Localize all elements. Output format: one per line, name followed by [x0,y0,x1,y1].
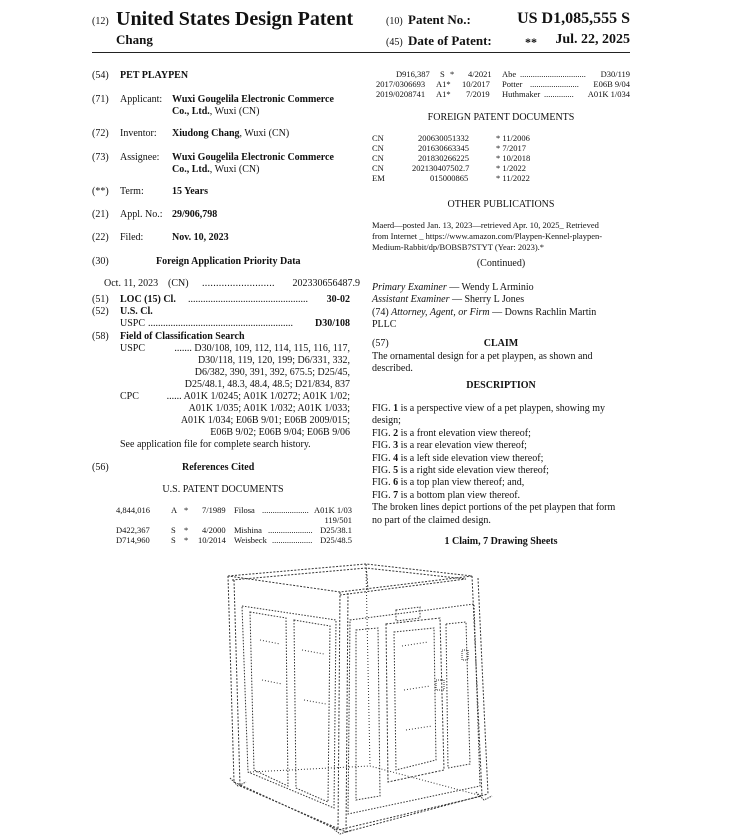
ref-number: 2017/0306693 [376,79,426,89]
header [92,8,632,48]
title-field [92,70,189,83]
figure-line [372,403,605,416]
other-pub-line-1: Maerd—posted Jan. 13, 2023—retrieved Apr. 10, 2025_ Retrieved [372,220,599,230]
assistant-examiner [372,294,524,307]
field-num: (**) [92,186,109,197]
ref-date: 7/1989 [202,505,226,515]
uspc-label: USPC [120,318,146,329]
field-search [92,331,245,344]
foreign-country: CN [372,153,384,163]
foreign-country: EM [372,173,385,183]
foreign-title: FOREIGN PATENT DOCUMENTS [427,112,575,123]
ref-class: D25/48.5 [320,535,352,545]
foreign-number: 201630663345 [418,143,469,153]
refs-field [92,462,255,475]
ref-star: * [184,525,189,535]
uscl-label: U.S. Cl. [120,306,153,317]
figure-number: 6 [393,477,399,489]
patent-date: Jul. 22, 2025 [555,32,630,47]
field-num: (30) [92,256,109,267]
field-cpc-label: CPC [120,391,139,402]
figure-line [372,502,615,515]
figure-prefix: FIG. [372,403,394,414]
figure-prefix: FIG. [372,465,394,476]
front-panel [348,604,480,814]
figure-prefix: FIG. [372,489,394,501]
ref-name: Mishina [234,525,262,535]
foreign-country: CN [372,163,384,173]
priority-title: Foreign Application Priority Data [156,256,301,267]
figure-line [372,415,401,428]
figure-text: is a right side elevation view thereof; [398,465,549,476]
claims-sheets: 1 Claim, 7 Drawing Sheets [444,536,558,547]
assignee-location: , Wuxi (CN) [209,164,260,175]
attorney [372,307,596,320]
field-note: See application file for complete search history. [120,439,311,450]
ref-class: D25/38.1 [320,525,352,535]
ref-dots: .............. [544,89,574,99]
attorney-num: (74) [372,307,389,318]
uspc-dots: .......................................................... [148,318,293,329]
ref-class: A01K 1/034 [587,89,630,99]
figure-line [372,477,524,490]
ref-dots: ................... [272,535,313,545]
term-label: Term: [120,186,144,197]
loc-field [92,294,350,307]
patent-no-code: (10) [386,16,403,27]
attorney-name: — Downs Rachlin Martin [489,307,597,318]
foreign-number: 201830266225 [418,153,469,163]
inventor-location: , Wuxi (CN) [239,128,290,139]
ref-dots: ....................... [530,79,579,89]
ref-kind: A1* [436,79,451,89]
applicant-label: Applicant: [120,94,163,105]
patent-title: PET PLAYPEN [120,70,189,81]
loc-label: LOC (15) Cl. [120,294,176,305]
ref-name: Abe [502,69,517,79]
filed-field [92,232,229,245]
ref-kind: S [171,535,176,545]
figure-line [372,515,491,528]
ref-name: Potter [502,79,523,89]
foreign-date: * 1/2022 [496,163,526,173]
patent-number: US D1,085,555 S [517,10,630,27]
field-num: (71) [92,94,109,105]
header-rule [92,52,630,53]
applicant-location: , Wuxi (CN) [209,106,260,117]
field-uspc-line-4: D25/48.1, 48.3, 48.4, 48.5; D21/834, 837 [184,379,350,390]
loc-dots: ................................................ [188,294,308,305]
description-title: DESCRIPTION [466,380,536,391]
figure-prefix: FIG. [372,427,394,439]
refs-title: References Cited [182,462,255,473]
applicant-name: Wuxi Gougelila Electronic Commerce [172,94,334,105]
ref-star: * [450,69,455,79]
ref-kind: S [171,525,176,535]
ref-date: 4/2021 [468,69,492,79]
applicant-name-2: Co., Ltd. [172,106,210,117]
field-search-title: Field of Classification Search [120,331,245,342]
field-uspc-line-3: D6/382, 390, 391, 392, 675.5; D25/45, [194,367,350,378]
field-num: (22) [92,232,109,243]
ref-date: 7/2019 [466,89,490,99]
figure-text: The broken lines depict portions of the pet playpen that form [372,502,616,514]
ref-date: 10/2017 [462,79,490,89]
filed-value: Nov. 10, 2023 [172,232,229,243]
ref-class-2: 119/501 [324,515,352,525]
front-post [338,592,340,830]
ref-kind: S [440,69,445,79]
cont-ref-row [372,90,630,101]
document-title: United States Design Patent [116,8,354,30]
claim-line-2: described. [372,363,413,374]
figure-text: design; [372,415,401,427]
figure-prefix: FIG. [372,452,394,464]
assistant-examiner-name: — Sherry L Jones [449,294,525,305]
ref-number: 2019/0208741 [376,89,426,99]
other-pub-line-2: from Internet _ https://www.amazon.com/Playpen-Kennel-playpen- [372,231,603,241]
us-docs-title: U.S. PATENT DOCUMENTS [162,484,284,495]
claim-title: CLAIM [483,338,519,349]
field-num: (51) [92,294,109,305]
kind-code-num: (12) [92,16,109,27]
foreign-number: 202130407502.7 [412,163,470,173]
other-pub-line-3: Medium-Rabbit/dp/BOBSB7STYT (Year: 2023).* [372,242,545,252]
foreign-date: * 11/2006 [496,133,530,143]
ref-date: 10/2014 [198,535,226,545]
field-num: (54) [92,70,109,81]
primary-examiner-name: — Wendy L Arminio [446,282,534,293]
figure-text: is a rear elevation view thereof; [398,440,527,452]
foreign-date: * 10/2018 [496,153,531,163]
figure-text: is a top plan view thereof; and, [398,477,525,489]
ref-number: D916,387 [396,69,430,79]
field-num: (72) [92,128,109,139]
claim-line-1: The ornamental design for a pet playpen, as shown and [372,351,593,362]
appl-label: Appl. No.: [120,209,163,220]
field-uspc-line-1: ....... D30/108, 109, 112, 114, 115, 116, 117, [174,343,350,354]
us-ref-row [116,536,352,547]
figure-line [372,453,543,466]
ref-class: A01K 1/03 [313,505,352,515]
priority-field [92,256,357,269]
assistant-examiner-label: Assistant Examiner [372,294,450,305]
other-pubs-title: OTHER PUBLICATIONS [447,199,555,210]
left-panel [242,606,336,808]
filed-label: Filed: [120,232,144,243]
figure-number: 2 [393,427,399,439]
loc-value: 30-02 [326,294,350,305]
ref-class: E06B 9/04 [593,79,630,89]
priority-entry [104,278,360,291]
uspc-field [120,318,350,331]
priority-dots: .......................... [202,278,275,289]
ref-star: * [184,505,189,515]
claim-num: (57) [372,338,389,349]
foreign-row [372,174,630,184]
assignee-field [92,152,334,165]
figure-number: 1 [393,403,399,414]
assignee-line2 [172,164,259,177]
playpen-drawing [190,560,540,836]
field-uspc-line-2: D30/118, 119, 120, 199; D6/331, 332, [197,355,350,366]
ref-dots: ..................... [268,525,313,535]
figure-line [372,490,520,503]
figure-line [372,428,531,441]
figure-line [372,465,549,478]
patent-no-label: Patent No.: [408,12,471,27]
applicant-line2 [172,106,259,119]
ref-name: Huthmaker [502,89,541,99]
assignee-label: Assignee: [120,152,160,163]
term-value: 15 Years [172,186,209,197]
field-cpc-line-1: ...... A01K 1/0245; A01K 1/0272; A01K 1/02; [166,391,350,402]
ref-dots: ............................... [520,69,586,79]
field-num: (56) [92,462,109,473]
appl-value: 29/906,798 [172,209,218,220]
date-code: (45) [386,37,403,48]
top-frame [228,564,472,592]
inventor-surname: Chang [116,32,153,47]
date-label: Date of Patent: [408,33,492,48]
ref-star: * [184,535,189,545]
foreign-date: * 11/2022 [496,173,530,183]
inventor-label: Inventor: [120,128,157,139]
foreign-country: CN [372,133,384,143]
uspc-value: D30/108 [315,318,350,329]
foreign-number: 200630051332 [418,133,469,143]
figure-text: is a perspective view of a pet playpen, showing my [398,403,606,414]
field-num: (58) [92,331,109,342]
primary-examiner-label: Primary Examiner [372,282,447,293]
field-num: (21) [92,209,109,220]
foreign-date: * 7/2017 [496,143,526,153]
field-cpc-line-2: A01K 1/035; A01K 1/032; A01K 1/033; [188,403,350,414]
figure-text: is a bottom plan view thereof. [398,489,521,501]
figure-number: 3 [393,440,399,452]
attorney-name-2: PLLC [372,319,397,330]
door-handle [396,607,420,621]
field-cpc-line-4: E06B 9/02; E06B 9/04; E06B 9/06 [210,427,350,438]
figure-prefix: FIG. [372,440,394,452]
inventor-field [92,128,290,141]
ref-date: 4/2000 [202,525,226,535]
ref-number: 4,844,016 [116,505,150,515]
applicant-field [92,94,334,107]
figure-number: 5 [393,465,399,476]
field-num: (52) [92,306,109,317]
appl-field [92,209,218,222]
primary-examiner [372,282,534,295]
assignee-name: Wuxi Gougelila Electronic Commerce [172,152,334,163]
foreign-number: 015000865 [430,173,469,183]
figure-text: no part of the claimed design. [372,514,491,526]
ref-dots: ...................... [262,505,309,515]
assignee-name-2: Co., Ltd. [172,164,210,175]
inventor-name: Xiudong Chang [172,128,240,139]
ref-kind: A [171,505,178,515]
figure-prefix: FIG. [372,477,394,489]
term-field [92,186,209,199]
foreign-country: CN [372,143,384,153]
priority-number: 202330656487.9 [292,278,360,289]
priority-country: (CN) [168,278,189,289]
ref-class: D30/119 [600,69,630,79]
figure-text: is a left side elevation view thereof; [398,452,544,464]
figure-line [372,440,527,453]
figure-number: 7 [393,489,399,501]
ref-kind: A1* [436,89,451,99]
figure-number: 4 [393,452,399,464]
attorney-label: Attorney, Agent, or Firm [391,307,490,318]
field-num: (73) [92,152,109,163]
figure-text: is a front elevation view thereof; [398,427,531,439]
priority-date: Oct. 11, 2023 [104,278,159,289]
ref-number: D714,960 [116,535,150,545]
ref-number: D422,367 [116,525,150,535]
left-post [228,576,234,782]
ref-name: Weisbeck [234,535,267,545]
field-cpc-line-3: A01K 1/034; E06B 9/01; E06B 2009/015; [180,415,350,426]
ref-name: Filosa [234,505,255,515]
field-uspc-label: USPC [120,343,146,354]
continued-note: (Continued) [476,258,526,269]
date-flag: ** [525,35,537,49]
uscl-field [92,306,153,319]
